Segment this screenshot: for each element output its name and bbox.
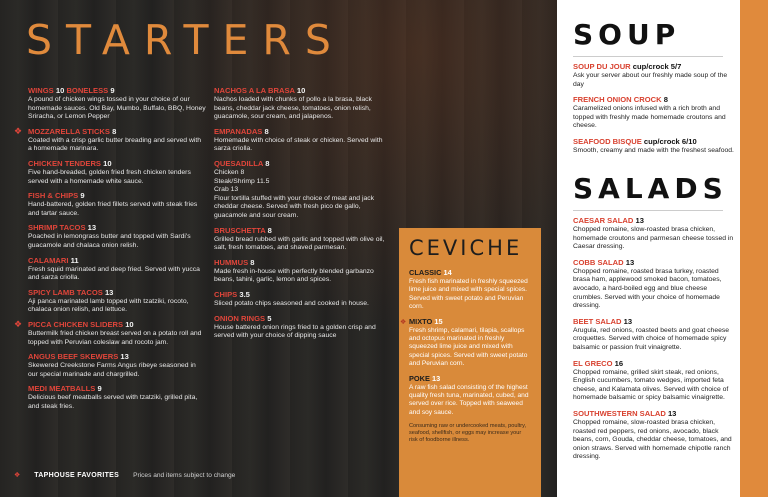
ceviche-item [409,374,531,418]
item-name-text: NACHOS A LA BRASA [214,86,295,95]
footer-note: Prices and items subject to change [133,472,236,479]
ceviche-title: CEVICHE [409,236,523,260]
menu-item [14,318,206,347]
item-name-text: CLASSIC [409,268,442,277]
item-price: 16 [614,358,624,368]
item-price: 3.5 [239,289,250,299]
item-price: cup/crock 5/7 [632,62,682,71]
menu-item-name [573,258,735,268]
menu-item-name [573,216,735,226]
salads-divider [573,210,723,211]
menu-item [214,86,392,122]
menu-item-description: Arugula, red onions, roasted beets and goat cheese croquettes. Served with choice of homemade spicy balsamic or passion fruit vinaigrette. [573,326,730,351]
soup-divider [573,56,723,57]
leaf-icon: ❖ [14,472,21,479]
menu-item [28,191,206,218]
menu-item [573,258,735,311]
menu-item-description: A pound of chicken wings tossed in your choice of our homemade sauces. Old Bay, Mumbo, Buffalo, BBQ, Honey Sriracha, or Lemon Pepper [28,96,206,121]
menu-item-description: Buttermilk fried chicken breast served on a potato roll and topped with Peruvian coleslaw and rocoto jam. [28,329,202,346]
menu-item-description: Aji panca marinated lamb topped with tzatziki, rocoto, chalaca onion relish, and lettuce. [28,297,189,314]
item-price: 13 [432,373,441,383]
item-price: 9 [97,384,102,394]
menu-item [214,290,392,309]
menu-item-name [573,317,735,327]
item-name-text: EL GRECO [573,358,613,368]
item-name-text: SOUP DU JOUR [573,62,631,71]
menu-item-name [28,159,206,169]
menu-item-description: Ask your server about our freshly made soup of the day [573,72,728,88]
menu-item-description: Grilled bread rubbed with garlic and topped with olive oil, salt, fresh tomatoes, and shaved parmesan. [214,235,385,252]
menu-item-name [28,191,206,201]
item-name-text: BEET SALAD [573,316,622,326]
item-name-text: MIXTO [409,316,433,326]
item-price: 13 [104,287,114,297]
item-price: 8 [663,95,668,105]
menu-item [214,314,392,341]
ceviche-item [400,316,531,369]
item-name-text: FRENCH ONION CROCK [573,95,662,105]
menu-item-description: House battered onion rings fried to a golden crisp and served with your choice of dipping sauce [214,323,376,340]
item-name-text: SEAFOOD BISQUE [573,136,642,146]
leaf-icon: ❖ [14,125,23,136]
menu-item [28,384,206,411]
salads-list [573,216,735,468]
menu-item-description: Fresh squid marinated and deep fried. Served with yucca and sarza criolla. [28,265,200,282]
starters-column-left [14,86,206,416]
item-price: 8 [265,158,270,168]
item-name-text: SOUTHWESTERN SALAD [573,408,666,418]
menu-item-description: Hand-battered, golden fried fillets served with steak fries and tartar sauce. [28,201,198,217]
ceviche-item-description: A raw fish salad consisting of the highest quality fresh tuna, marinated, cubed, and served over rice. Topped with seaweed and soy sauce. [409,383,529,416]
menu-item [28,159,206,186]
menu-item-description: Poached in lemongrass butter and topped with Sardi's guacamole and chalaca onion relish. [28,233,191,249]
item-name-text: EMPANADAS [214,126,263,136]
menu-item [214,258,392,285]
menu-item-name [573,95,735,105]
menu-item-name [28,86,206,96]
menu-item-description: Chopped romaine, roasted brasa turkey, roasted brasa ham, applewood smoked bacon, tomatoes, avocado, a hard-boiled egg and blue cheese crumbles. Served with your choice of homemade dressing. [573,267,722,310]
menu-item [28,352,206,379]
orange-edge-strip [740,0,768,497]
item-name-text: FISH & CHIPS [28,191,79,201]
menu-item-name [214,86,392,96]
menu-item-description: Homemade with choice of steak or chicken. Served with sarza criolla. [214,136,383,153]
menu-item-description: Chopped romaine, slow-roasted brasa chicken, roasted red peppers, red onions, avocado, black beans, corn, Gouda, cheddar cheese, tomatoes, and onion straws. Served with homemade chipotle ranch dressing. [573,418,732,461]
item-price: 13 [120,352,129,362]
item-price: 9 [80,191,85,201]
ceviche-item-name [409,317,531,327]
footer-favorites-label: TAPHOUSE FAVORITES [34,472,120,479]
item-name-text: MOZZARELLA STICKS [28,126,110,136]
menu-item [573,216,735,252]
item-name-text: BRUSCHETTA [214,225,266,235]
menu-item-description: Delicious beef meatballs served with tzatziki, grilled pita, and steak fries. [28,394,198,410]
item-name-text: CHICKEN TENDERS [28,158,101,168]
item-name-text: WINGS [28,86,54,95]
menu-item-name [214,314,392,324]
menu-item [214,226,392,253]
item-name-text: POKE [409,373,430,383]
item-price: 13 [625,257,635,267]
item-name-text: QUESADILLA [214,158,264,168]
item-price: 10 [296,86,306,95]
ceviche-item-name [409,374,531,384]
item-price: 8 [250,257,255,267]
menu-item-name [573,409,735,419]
item-price: 13 [635,216,644,225]
menu-footer [14,471,235,479]
item-price: 10 [103,158,112,168]
menu-item-description: Chopped romaine, grilled skirt steak, red onions, English cucumbers, tomato wedges, imported feta cheese, and Kalamata olives. Served with choice of homemade balsamic or spicy balsamic vinaigrette. [573,368,729,402]
menu-item-name [28,352,206,362]
menu-item-name [573,137,735,147]
soup-salads-panel [557,0,740,497]
item-name-text: CHIPS [214,289,238,299]
ceviche-box [399,228,541,497]
menu-item [573,317,735,353]
menu-item-name [573,359,735,369]
menu-item [573,62,735,89]
item-name-text: CALAMARI [28,255,69,265]
menu-item [214,127,392,154]
menu-item-description: Skewered Creekstone Farms Angus ribeye seasoned in our special marinade and chargrilled. [28,362,196,378]
menu-item-name [214,226,392,236]
menu-item-description: Nachos loaded with chunks of pollo a la brasa, black beans, cheddar jack cheese, tomatoes, onion relish, guacamole, sour cream, and jalapenos. [214,96,372,121]
menu-item-name [28,384,206,394]
item-price: 13 [667,408,677,418]
item-name-text: ONION RINGS [214,313,266,323]
menu-item-name [214,127,392,137]
menu-item [14,125,206,154]
item-extra-name: BONELESS [66,86,109,95]
menu-item-name [573,62,735,72]
item-price: 15 [434,316,443,326]
item-name-text: ANGUS BEEF SKEWERS [28,352,119,362]
ceviche-item-name [409,268,531,278]
ceviche-item-description: Fresh fish marinated in freshly squeezed lime juice and mixed with special spices. Served with sweet potato and Peruvian corn. [409,278,528,311]
item-price: 11 [70,255,79,265]
item-name-text: PICCA CHICKEN SLIDERS [28,319,124,329]
menu-item [573,409,735,462]
menu-item [28,288,206,315]
ceviche-list [400,268,531,417]
item-price: 8 [112,126,117,136]
item-price: 5 [267,313,272,323]
leaf-icon: ❖ [14,318,23,329]
starters-title: STARTERS [26,16,345,64]
menu-item-name [214,159,392,169]
menu-item-name [28,127,206,137]
item-price: 10 [125,319,134,329]
menu-item [573,359,735,403]
item-price: 8 [264,126,269,136]
item-name-text: HUMMUS [214,257,249,267]
ceviche-item [409,268,531,312]
menu-item [28,256,206,283]
item-name-text: CAESAR SALAD [573,216,634,225]
item-price: cup/crock 6/10 [643,136,697,146]
menu-item-description: Five hand-breaded, golden fried fresh chicken tenders served with a homemade white sauce. [28,168,191,185]
menu-item [28,223,206,250]
item-name-text: SPICY LAMB TACOS [28,287,103,297]
menu-item-description: Sliced potato chips seasoned and cooked in house. [214,299,369,307]
menu-item-description: Coated with a crisp garlic butter breading and served with a homemade marinara. [28,136,202,153]
menu-item [573,137,735,156]
menu-item [214,159,392,221]
menu-item [573,95,735,131]
menu-item-name [28,288,206,298]
menu-item-name [214,290,392,300]
item-price: 8 [267,225,272,235]
menu-item [28,86,206,122]
salads-title: SALADS [573,172,728,205]
menu-item-description: Chicken 8 Steak/Shrimp 11.5 Crab 13 Flour tortilla stuffed with your choice of meat and jack cheddar cheese. Served with fresh pico de gallo, guacamole and sour cream. [214,168,375,219]
menu-item-name [28,223,206,233]
menu-item-name [28,320,206,330]
item-name-text: SHRIMP TACOS [28,223,86,233]
soup-title: SOUP [573,18,681,51]
menu-item-description: Caramelized onions infused with a rich broth and topped with freshly made homemade croutons and cheese. [573,105,726,130]
menu-item-description: Smooth, creamy and made with the freshest seafood. [573,146,734,154]
item-price: 13 [623,316,633,326]
item-extra-price: 9 [110,86,115,95]
menu-item-description: Made fresh in-house with perfectly blended garbanzo beans, tahini, garlic, lemon and spices. [214,267,374,284]
starters-column-right [214,86,392,346]
item-price: 10 [55,86,65,95]
item-price: 13 [87,223,97,233]
item-price: 14 [443,268,452,277]
menu-item-name [28,256,206,266]
menu-item-name [214,258,392,268]
leaf-icon: ❖ [400,318,407,326]
ceviche-item-description: Fresh shrimp, calamari, tilapia, scallops and octopus marinated in freshly squeezed lime juice and mixed with special spices. Served with sweet potato and Peruvian corn. [409,326,528,368]
menu-item-description: Chopped romaine, slow-roasted brasa chicken, homemade croutons and parmesan cheese tossed in Caesar dressing. [573,226,734,251]
item-name-text: MEDI MEATBALLS [28,384,96,394]
ceviche-consumer-note: Consuming raw or undercooked meats, poultry, seafood, shellfish, or eggs may increase your risk of foodborne illness. [409,423,527,444]
soup-list [573,62,735,162]
item-name-text: COBB SALAD [573,257,624,267]
